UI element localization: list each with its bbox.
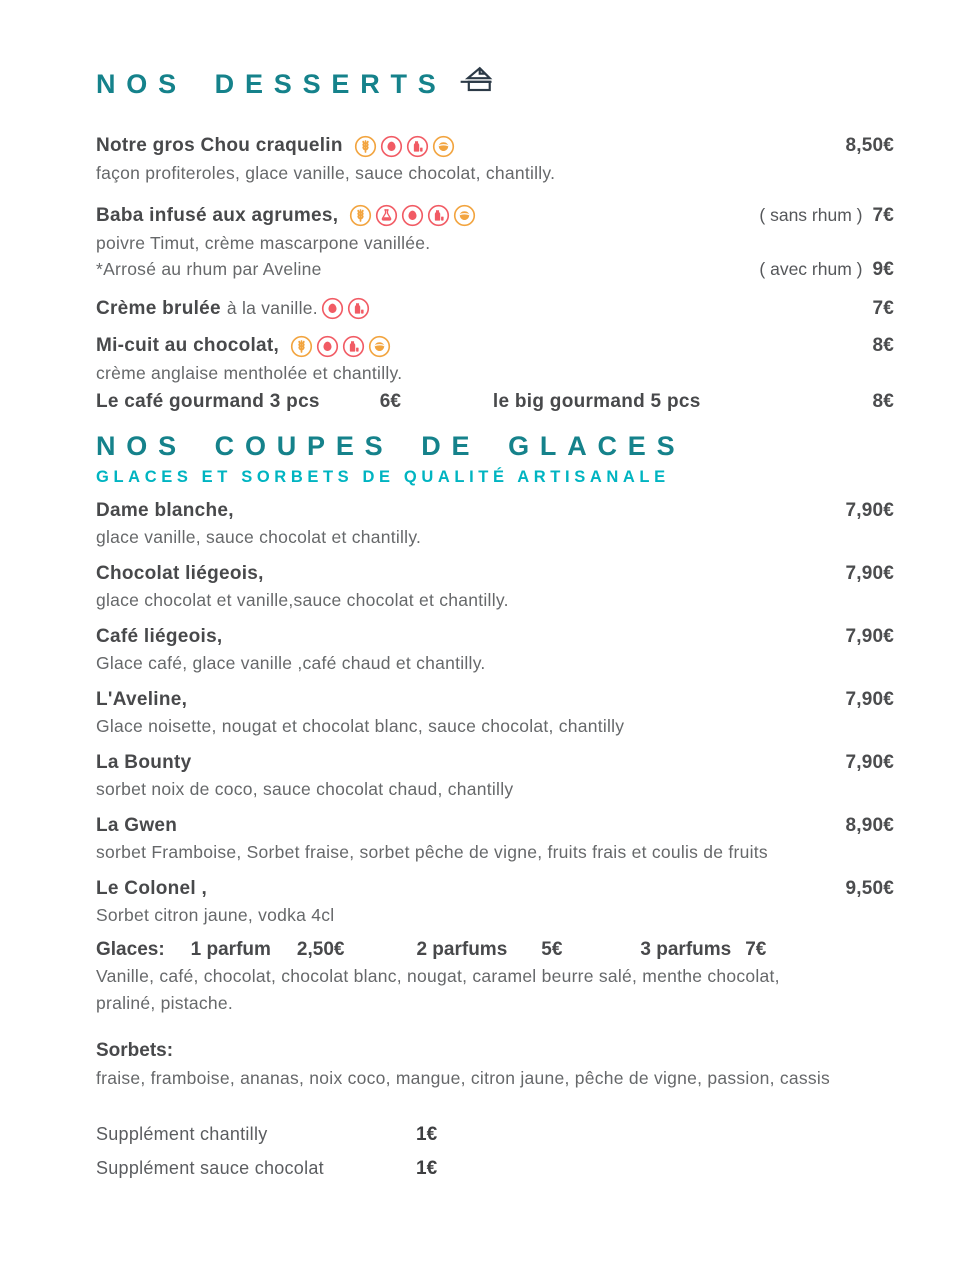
supplement-price: 1€ [416,1157,438,1179]
supplements-block [96,1121,894,1182]
coupes-section-subtitle: GLACES ET SORBETS DE QUALITÉ ARTISANALE [96,467,670,486]
menu-item-chou-craquelin [96,133,894,186]
menu-item-chocolat-liegeois [96,561,894,614]
glaces-1-parfum-label: 1 parfum [190,938,271,960]
item-price-sans-rhum: 7€ [872,205,894,226]
item-name-suffix: à la vanille. [226,297,318,318]
milk-allergen-icon [427,204,450,227]
menu-item-dame-blanche [96,498,894,551]
item-name: Café liégeois, [96,625,223,647]
allergen-icons [351,135,455,158]
egg-allergen-icon [321,297,344,320]
glaces-3-parfums-label: 3 parfums [640,938,732,960]
menu-content [96,64,894,1182]
allergen-icons [318,297,370,320]
cafe-gourmand-label: Le café gourmand 3 pcs [96,391,320,412]
gluten-allergen-icon [290,335,313,358]
glaces-flavors: Vanille, café, chocolat, chocolat blanc, nougat, caramel beurre salé, menthe chocolat, praliné, pistache. [96,966,780,1013]
item-description: sorbet noix de coco, sauce chocolat chaud, chantilly [96,779,514,799]
price-note-avec-rhum: ( avec rhum ) [759,259,863,279]
item-description: crème anglaise mentholée et chantilly. [96,362,403,383]
item-name: La Bounty [96,751,192,773]
menu-item-baba [96,202,894,284]
item-note: *Arrosé au rhum par Aveline [96,259,322,279]
sorbets-block [96,1038,894,1091]
item-name: Notre gros Chou craquelin [96,135,343,156]
glaces-3-parfums-price: 7€ [745,938,767,960]
supplement-sauce-chocolat-row [96,1155,894,1183]
menu-item-mi-cuit [96,333,894,386]
item-description: poivre Timut, crème mascarpone vanillée. [96,232,431,253]
hazelnut-allergen-icon [368,335,391,358]
glaces-1-parfum-price: 2,50€ [296,938,345,960]
item-description: façon profiteroles, glace vanille, sauce chocolat, chantilly. [96,162,556,183]
item-name: Mi-cuit au chocolat, [96,335,280,356]
item-description: sorbet Framboise, Sorbet fraise, sorbet pêche de vigne, fruits frais et coulis de fruits [96,842,768,862]
menu-item-cafe-liegeois [96,624,894,677]
milk-allergen-icon [342,335,365,358]
hazelnut-allergen-icon [432,135,455,158]
egg-allergen-icon [401,204,424,227]
item-price: 8€ [872,335,894,356]
item-price: 8,90€ [845,814,894,836]
supplement-label: Supplément chantilly [96,1124,268,1144]
big-gourmand-label: le big gourmand 5 pcs [492,391,701,412]
supplement-chantilly-row [96,1121,894,1149]
item-name: L'Aveline, [96,688,188,710]
glaces-2-parfums-label: 2 parfums [416,938,508,960]
allergen-icons [287,335,391,358]
menu-item-bounty [96,750,894,803]
milk-allergen-icon [347,297,370,320]
coupes-section-title [96,430,894,462]
desserts-title-text: NOS DESSERTS [96,68,447,99]
item-name: Chocolat liégeois, [96,562,264,584]
menu-item-creme-brulee [96,295,894,323]
sorbets-flavors: fraise, framboise, ananas, noix coco, mangue, citron jaune, pêche de vigne, passion, cassis [96,1067,831,1088]
item-description: Glace café, glace vanille ,café chaud et chantilly. [96,653,486,673]
gluten-allergen-icon [354,135,377,158]
supplement-price: 1€ [416,1124,438,1145]
coupes-title-text: NOS COUPES DE GLACES [96,430,686,461]
item-description: glace chocolat et vanille,sauce chocolat et chantilly. [96,590,509,610]
item-price: 7,90€ [845,751,894,773]
item-price: 9,50€ [845,877,894,899]
egg-allergen-icon [380,135,403,158]
item-name: Crème brulée [96,297,221,319]
allergen-icons [346,204,476,227]
glaces-2-parfums-price: 5€ [541,938,563,960]
item-description: Sorbet citron jaune, vodka 4cl [96,905,335,925]
cake-slice-icon [457,64,497,103]
item-name: Baba infusé aux agrumes, [96,205,339,226]
item-price-avec-rhum: 9€ [872,259,894,280]
item-name: La Gwen [96,814,178,836]
item-description: glace vanille, sauce chocolat et chantilly. [96,527,422,547]
glaces-pricing-block [96,937,894,1017]
big-gourmand-price: 8€ [872,391,894,412]
milk-allergen-icon [406,135,429,158]
item-name: Le Colonel , [96,877,208,899]
menu-item-colonel [96,876,894,929]
flask-allergen-icon [375,204,398,227]
item-price: 7,90€ [845,499,894,521]
item-price: 7,90€ [845,562,894,584]
glaces-label: Glaces: [96,938,165,960]
coupes-section-header [96,430,894,488]
gluten-allergen-icon [349,204,372,227]
sorbets-label: Sorbets: [96,1040,174,1061]
item-price: 7,90€ [845,625,894,647]
cafe-gourmand-price: 6€ [379,391,401,412]
item-name: Dame blanche, [96,499,234,521]
item-price: 7,90€ [845,688,894,710]
menu-item-aveline [96,687,894,740]
price-note-sans-rhum: ( sans rhum ) [759,205,863,225]
item-price: 7€ [872,297,894,319]
menu-item-cafe-gourmand [96,389,894,416]
item-price: 8,50€ [845,135,894,156]
item-description: Glace noisette, nougat et chocolat blanc, sauce chocolat, chantilly [96,716,625,736]
egg-allergen-icon [316,335,339,358]
menu-item-gwen [96,813,894,866]
desserts-section-title [96,64,894,103]
hazelnut-allergen-icon [453,204,476,227]
supplement-label: Supplément sauce chocolat [96,1157,324,1178]
